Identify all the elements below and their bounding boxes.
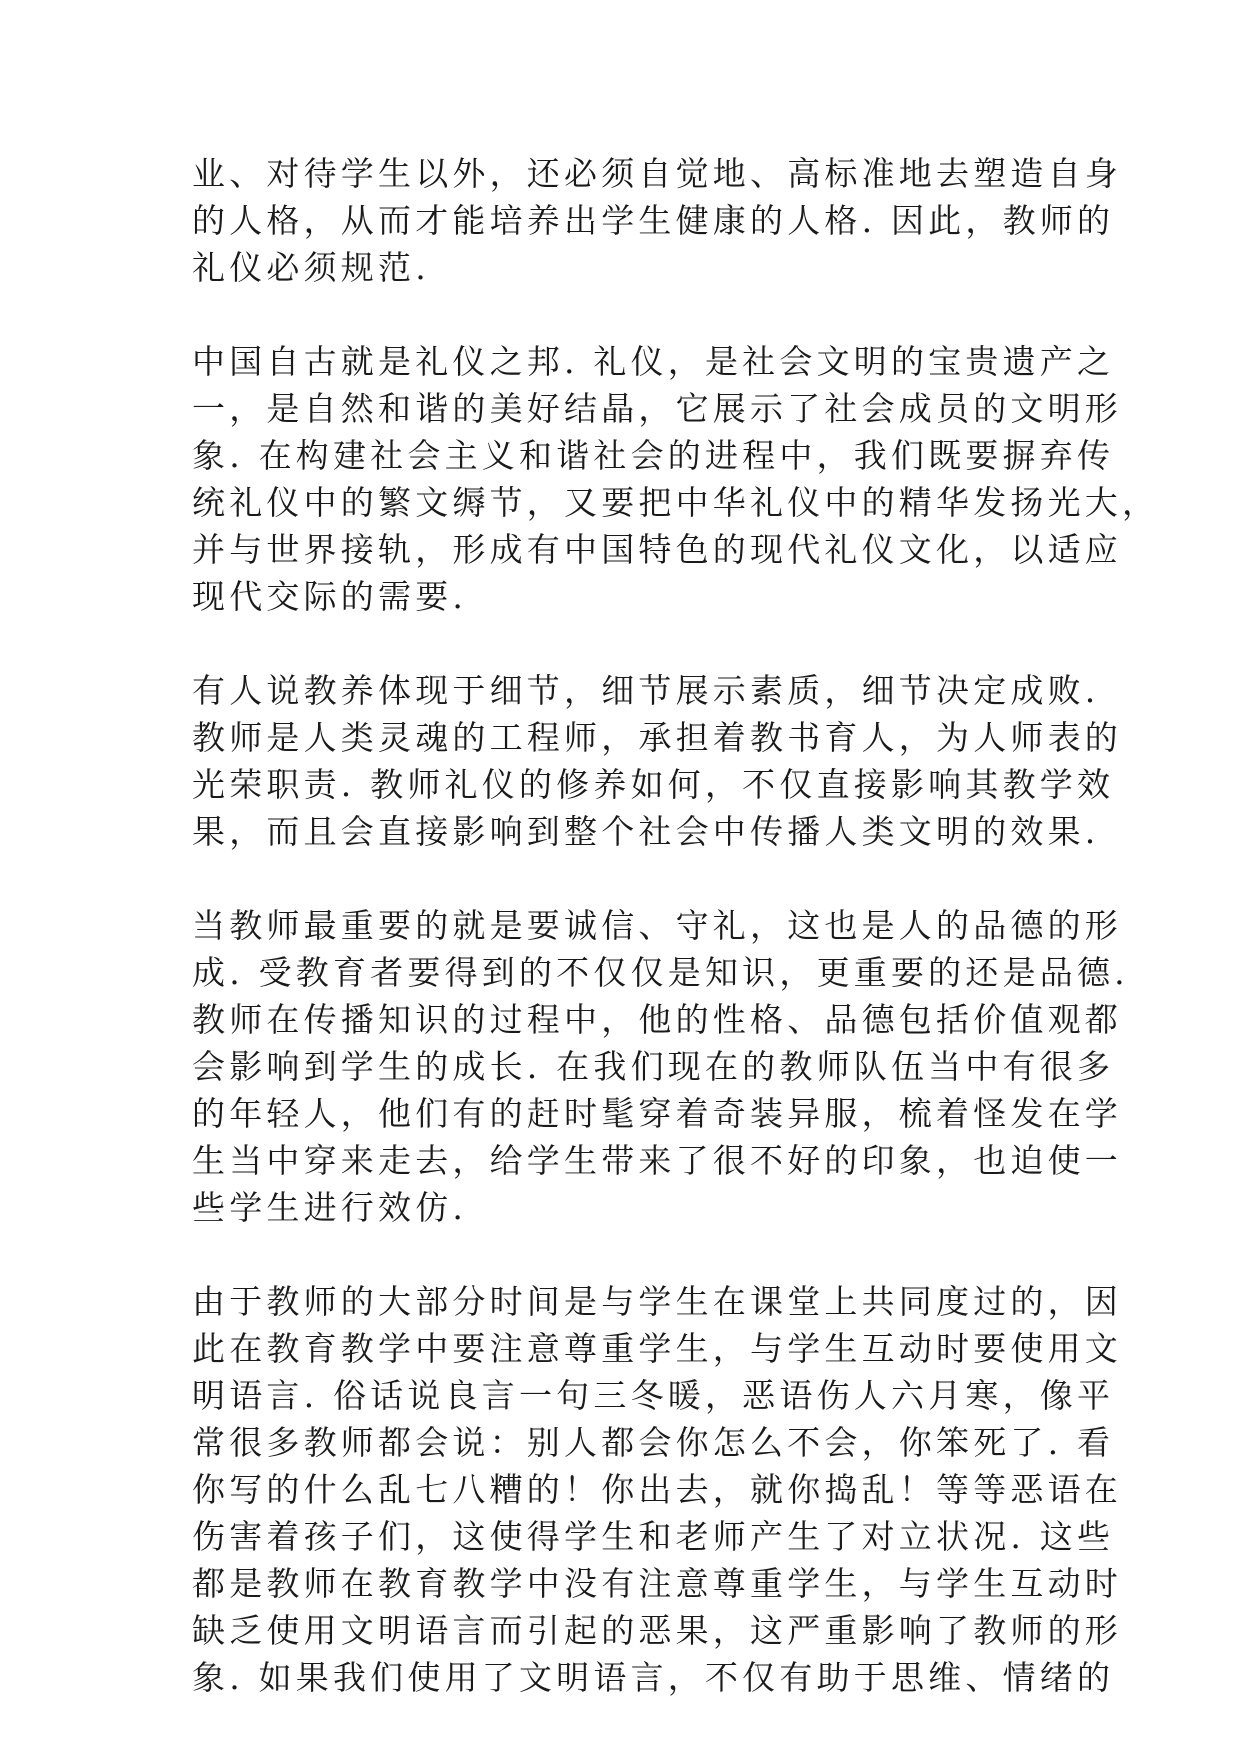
text-line: 教师是人类灵魂的工程师，承担着教书育人，为人师表的 bbox=[192, 718, 1122, 757]
text-line: 当教师最重要的就是要诚信、守礼，这也是人的品德的形 bbox=[192, 906, 1122, 945]
text-line: 会影响到学生的成长. 在我们现在的教师队伍当中有很多 bbox=[192, 1047, 1115, 1086]
text-line: 礼仪必须规范. bbox=[192, 248, 430, 287]
paragraph-1 bbox=[192, 150, 1122, 291]
text-line: 缺乏使用文明语言而引起的恶果，这严重影响了教师的形 bbox=[192, 1611, 1122, 1650]
paragraph-4 bbox=[192, 902, 1129, 1231]
text-line: 现代交际的需要. bbox=[192, 577, 468, 616]
text-line: 此在教育教学中要注意尊重学生，与学生互动时要使用文 bbox=[192, 1329, 1122, 1368]
text-line: 由于教师的大部分时间是与学生在课堂上共同度过的，因 bbox=[192, 1282, 1122, 1321]
text-line: 成. 受教育者要得到的不仅仅是知识，更重要的还是品德. bbox=[192, 953, 1129, 992]
paragraph-3 bbox=[192, 667, 1122, 855]
text-line: 中国自古就是礼仪之邦. 礼仪，是社会文明的宝贵遗产之 bbox=[192, 342, 1115, 381]
text-line: 并与世界接轨，形成有中国特色的现代礼仪文化，以适应 bbox=[192, 530, 1122, 569]
text-line: 业、对待学生以外，还必须自觉地、高标准地去塑造自身 bbox=[192, 154, 1122, 193]
text-line: 果，而且会直接影响到整个社会中传播人类文明的效果. bbox=[192, 812, 1100, 851]
text-line: 一，是自然和谐的美好结晶，它展示了社会成员的文明形 bbox=[192, 389, 1122, 428]
text-line: 的人格，从而才能培养出学生健康的人格. 因此，教师的 bbox=[192, 201, 1115, 240]
text-line: 些学生进行效仿. bbox=[192, 1188, 468, 1227]
text-line: 生当中穿来走去，给学生带来了很不好的印象，也迫使一 bbox=[192, 1141, 1122, 1180]
text-line: 光荣职责. 教师礼仪的修养如何，不仅直接影响其教学效 bbox=[192, 765, 1115, 804]
paragraph-5 bbox=[192, 1278, 1122, 1701]
text-line: 伤害着孩子们，这使得学生和老师产生了对立状况. 这些 bbox=[192, 1517, 1115, 1556]
paragraph-2 bbox=[192, 338, 1160, 620]
text-line: 象. 在构建社会主义和谐社会的进程中，我们既要摒弃传 bbox=[192, 436, 1115, 475]
text-line: 教师在传播知识的过程中，他的性格、品德包括价值观都 bbox=[192, 1000, 1122, 1039]
text-line: 有人说教养体现于细节，细节展示素质，细节决定成败. bbox=[192, 671, 1100, 710]
text-line: 明语言. 俗话说良言一句三冬暖，恶语伤人六月寒，像平 bbox=[192, 1376, 1115, 1415]
document-body bbox=[192, 150, 1160, 1748]
text-line: 常很多教师都会说：别人都会你怎么不会，你笨死了. 看 bbox=[192, 1423, 1115, 1462]
text-line: 的年轻人，他们有的赶时髦穿着奇装异服，梳着怪发在学 bbox=[192, 1094, 1122, 1133]
text-line: 统礼仪中的繁文缛节，又要把中华礼仪中的精华发扬光大， bbox=[192, 483, 1160, 522]
text-line: 象. 如果我们使用了文明语言，不仅有助于思维、情绪的 bbox=[192, 1658, 1115, 1697]
text-line: 你写的什么乱七八糟的！你出去，就你捣乱！等等恶语在 bbox=[192, 1470, 1122, 1509]
text-line: 都是教师在教育教学中没有注意尊重学生，与学生互动时 bbox=[192, 1564, 1122, 1603]
